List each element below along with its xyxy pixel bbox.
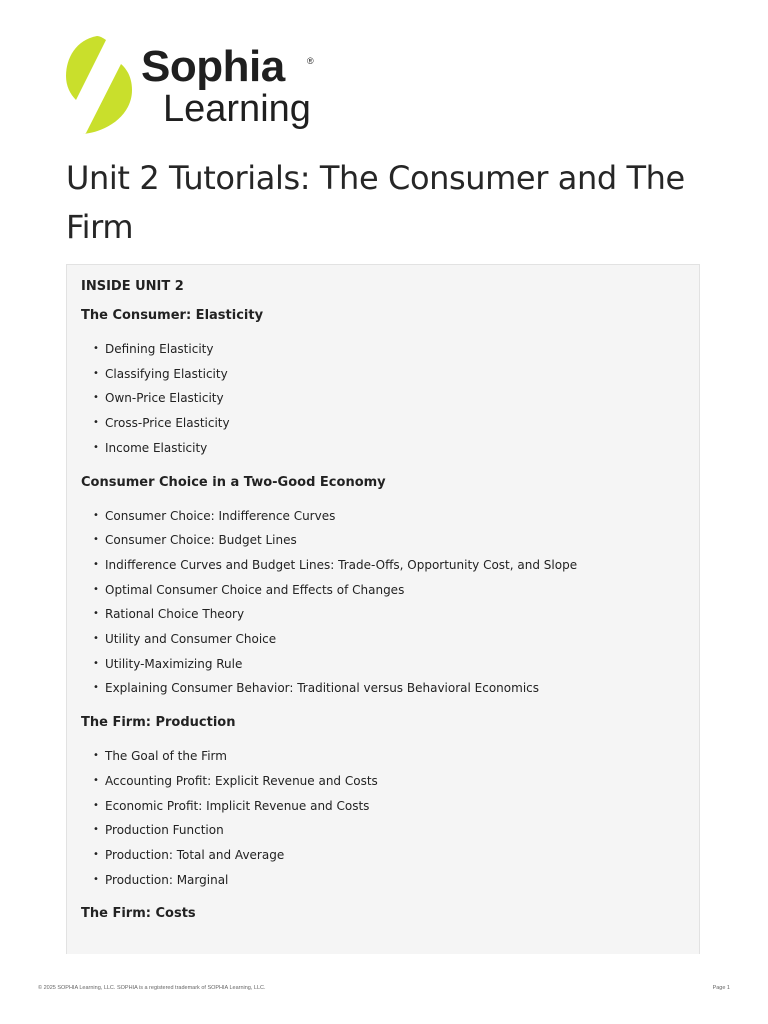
list-item: • Economic Profit: Implicit Revenue and Costs: [105, 794, 685, 819]
list-item: • The Goal of the Firm: [105, 744, 685, 769]
list-item: • Defining Elasticity: [105, 337, 685, 362]
list-item: • Consumer Choice: Indifference Curves: [105, 504, 685, 529]
list-item: • Utility and Consumer Choice: [105, 627, 685, 652]
footer-copyright: © 2025 SOPHIA Learning, LLC. SOPHIA is a registered trademark of SOPHIA Learning, LLC.: [38, 985, 266, 991]
section-list: [81, 504, 685, 702]
logo-leaf-upper: [66, 36, 106, 100]
unit-contents-panel: [66, 264, 700, 954]
list-item: • Classifying Elasticity: [105, 362, 685, 387]
list-item: • Utility-Maximizing Rule: [105, 652, 685, 677]
list-item: • Own-Price Elasticity: [105, 386, 685, 411]
list-item: • Optimal Consumer Choice and Effects of Changes: [105, 578, 685, 603]
logo-wordmark-learning: Learning: [163, 88, 311, 130]
panel-heading: INSIDE UNIT 2: [81, 279, 184, 294]
section-title: The Firm: Production: [81, 715, 236, 731]
list-item: • Indifference Curves and Budget Lines: Trade-Offs, Opportunity Cost, and Slope: [105, 553, 685, 578]
list-item: • Production: Total and Average: [105, 843, 685, 868]
footer-page-number: Page 1: [712, 985, 730, 991]
logo-leaf-lower: [83, 64, 132, 134]
list-item: • Income Elasticity: [105, 436, 685, 461]
list-item: • Rational Choice Theory: [105, 602, 685, 627]
list-item: • Explaining Consumer Behavior: Traditional versus Behavioral Economics: [105, 676, 685, 701]
list-item: • Accounting Profit: Explicit Revenue and Costs: [105, 769, 685, 794]
list-item: • Cross-Price Elasticity: [105, 411, 685, 436]
list-item: • Production: Marginal: [105, 868, 685, 893]
section-title: The Firm: Costs: [81, 906, 196, 922]
logo-wordmark-sophia: Sophia: [141, 42, 285, 91]
section-title: The Consumer: Elasticity: [81, 308, 264, 323]
section-title: Consumer Choice in a Two-Good Economy: [81, 474, 386, 490]
section-list: [81, 744, 685, 892]
list-item: • Production Function: [105, 818, 685, 843]
sophia-logo-icon: [66, 36, 136, 136]
list-item: • Consumer Choice: Budget Lines: [105, 528, 685, 553]
page-title: Unit 2 Tutorials: The Consumer and The Firm: [66, 159, 685, 246]
sophia-learning-logo: [66, 36, 336, 136]
section-list: [81, 337, 685, 461]
registered-mark: ®: [307, 56, 314, 66]
